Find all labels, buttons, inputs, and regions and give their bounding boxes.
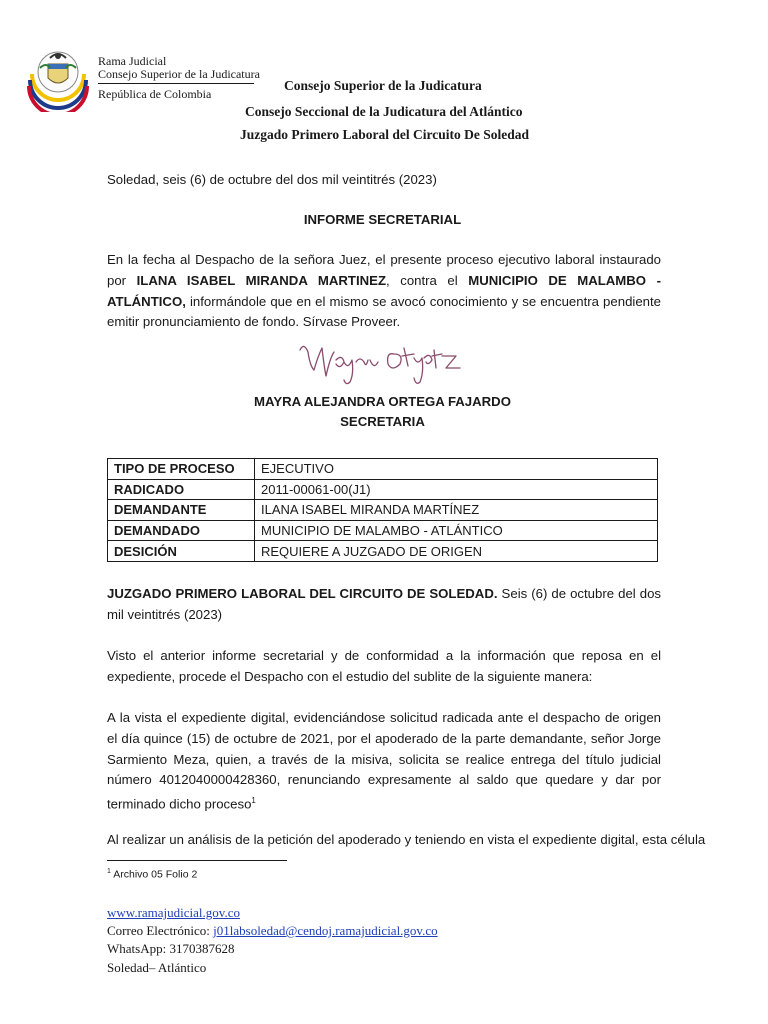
- request-paragraph: [107, 708, 661, 815]
- footnote-text: Archivo 05 Folio 2: [110, 868, 198, 881]
- table-label: DESICIÓN: [108, 541, 255, 562]
- email-link[interactable]: j01labsoledad@cendoj.ramajudicial.gov.co: [213, 923, 438, 938]
- analysis-paragraph: Al realizar un análisis de la petición del apoderado y teniendo en vista el expediente digital, esta célula: [107, 832, 706, 847]
- table-label: DEMANDADO: [108, 520, 255, 541]
- report-text-3: informándole que en el mismo se avocó conocimiento y se encuentra pendiente emitir pronunciamiento de fondo. Sírvase Proveer.: [107, 293, 661, 330]
- table-value: EJECUTIVO: [255, 459, 658, 480]
- table-value: 2011-00061-00(J1): [255, 479, 658, 500]
- case-info-table: [107, 458, 658, 562]
- table-row: [108, 541, 658, 562]
- header-line-3: Juzgado Primero Laboral del Circuito De Soledad: [240, 127, 529, 142]
- analysis-intro-paragraph: Visto el anterior informe secretarial y de conformidad a la información que reposa en el expediente, procede el Despacho con el estudio del sublite de la siguiente manera:: [107, 648, 661, 684]
- table-row: [108, 500, 658, 521]
- report-title: INFORME SECRETARIAL: [303, 212, 462, 227]
- table-row: [108, 520, 658, 541]
- footer-city: Soledad– Atlántico: [107, 960, 207, 975]
- defendant-name: MUNICIPIO DE MALAMBO - ATLÁNTICO,: [107, 272, 661, 309]
- table-value: REQUIERE A JUZGADO DE ORIGEN: [255, 541, 658, 562]
- court-date: Seis (6) de octubre del dos mil veintitrés (2023): [107, 586, 661, 622]
- report-text-2: , contra el: [386, 272, 469, 288]
- handwritten-signature: [296, 336, 476, 390]
- request-text: A la vista el expediente digital, evidenciándose solicitud radicada ante el despacho de origen el día quince (15) de octubre de 2021, por el apoderado de la parte demandante, señor Jorge Sarmiento Meza, quien, a través de la misiva, solicita se realice entrega del título judicial número 4012040000428360, renunciando expresamente al saldo que quedare y dar por terminado dicho proceso: [107, 710, 661, 812]
- signer-name: MAYRA ALEJANDRA ORTEGA FAJARDO: [254, 394, 511, 409]
- header-line-2: Consejo Seccional de la Judicatura del Atlántico: [245, 104, 523, 119]
- footnote-ref: 1: [251, 796, 256, 806]
- table-label: DEMANDANTE: [108, 500, 255, 521]
- court-heading-paragraph: [107, 584, 661, 626]
- report-paragraph: [107, 250, 661, 333]
- logo-line-3: República de Colombia: [98, 87, 212, 101]
- date-line: Soledad, seis (6) de octubre del dos mil veintitrés (2023): [107, 172, 437, 187]
- footnote: [107, 868, 197, 881]
- table-row: [108, 459, 658, 480]
- logo-divider: [98, 83, 254, 84]
- footnote-number: 1: [107, 868, 111, 875]
- table-value: MUNICIPIO DE MALAMBO - ATLÁNTICO: [255, 520, 658, 541]
- header-line-1: Consejo Superior de la Judicatura: [284, 78, 482, 93]
- plaintiff-name: ILANA ISABEL MIRANDA MARTINEZ: [136, 272, 387, 288]
- court-name: JUZGADO PRIMERO LABORAL DEL CIRCUITO DE SOLEDAD.: [107, 586, 498, 601]
- footer-email-line: [107, 922, 438, 940]
- report-text-1: En la fecha al Despacho de la señora Juez, el presente proceso ejecutivo laboral instaurado por: [107, 252, 661, 288]
- logo-line-2: Consejo Superior de la Judicatura: [98, 67, 260, 81]
- table-label: TIPO DE PROCESO: [108, 459, 255, 480]
- colombia-seal-icon: [26, 46, 90, 112]
- footer-whatsapp: WhatsApp: 3170387628: [107, 941, 235, 956]
- website-link[interactable]: www.ramajudicial.gov.co: [107, 905, 240, 920]
- rama-judicial-logo: [26, 46, 266, 116]
- email-label: Correo Electrónico:: [107, 923, 214, 938]
- logo-line-1: Rama Judicial: [98, 54, 167, 68]
- table-label: RADICADO: [108, 479, 255, 500]
- footnote-divider: [107, 860, 287, 861]
- signer-role: SECRETARIA: [340, 414, 425, 429]
- table-value: ILANA ISABEL MIRANDA MARTÍNEZ: [255, 500, 658, 521]
- table-row: [108, 479, 658, 500]
- footer-website-line: [107, 904, 240, 922]
